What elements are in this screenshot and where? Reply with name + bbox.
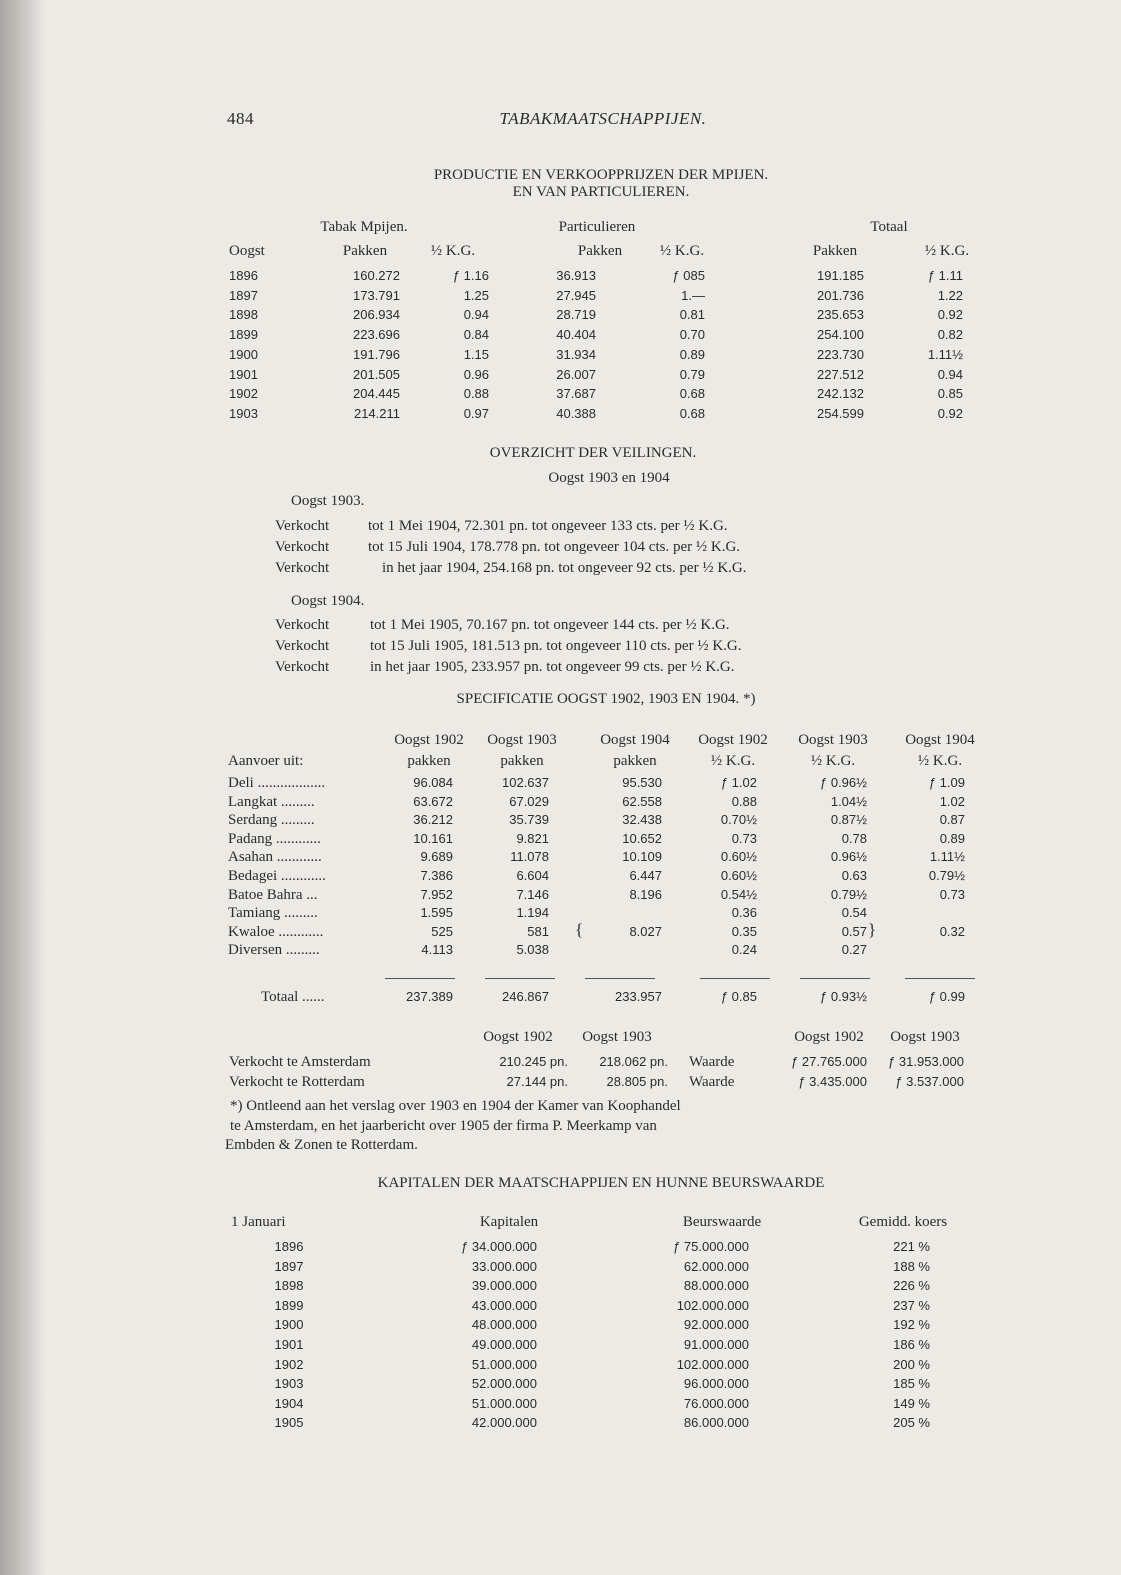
spec-cell: 35.739 <box>509 812 549 828</box>
sales-cell: 28.805 pn. <box>606 1074 668 1089</box>
table1-header: Oogst <box>229 243 265 259</box>
spec-cell: ƒ 1.09 <box>928 775 965 790</box>
spec-cell: 96.084 <box>413 775 453 790</box>
kapitalen-cell: 192 % <box>893 1317 930 1333</box>
spec-cell: 10.161 <box>413 830 453 846</box>
table1-cell: 0.68 <box>679 386 705 402</box>
table1-cell: 191.796 <box>353 346 400 362</box>
sales-label: Verkocht te Amsterdam <box>229 1054 371 1070</box>
sales-label: Verkocht te Rotterdam <box>229 1074 365 1090</box>
table1-cell: ƒ 1.11 <box>927 268 963 283</box>
spec-cell: 0.63 <box>841 868 867 883</box>
spec-cell: 0.88 <box>731 793 757 809</box>
kapitalen-cell: 49.000.000 <box>471 1337 537 1352</box>
kapitalen-cell: 92.000.000 <box>683 1317 749 1333</box>
table1-cell: 27.945 <box>556 287 596 303</box>
spec-cell: 7.952 <box>420 886 453 902</box>
kapitalen-cell: 39.000.000 <box>471 1278 537 1294</box>
footnote: *) Ontleend aan het verslag over 1903 en 1904 der Kamer van Koophandel <box>230 1098 681 1114</box>
brace: { <box>575 920 584 939</box>
table1-cell: 223.730 <box>817 346 864 362</box>
spec-total-cell: 246.867 <box>502 989 549 1004</box>
kapitalen-cell: 102.000.000 <box>676 1356 749 1372</box>
kapitalen-cell: 86.000.000 <box>683 1415 749 1431</box>
spec-cell: 0.32 <box>939 923 965 939</box>
veiling-verb: Verkocht <box>275 539 330 555</box>
spec-header: Oogst 1902 <box>394 732 464 748</box>
total-rule <box>700 978 770 979</box>
total-rule <box>385 978 455 979</box>
table1-cell: 0.68 <box>679 405 705 421</box>
table1-header: ½ K.G. <box>659 243 705 259</box>
sales-header: Oogst 1902 <box>483 1029 553 1045</box>
spec-row-label: Tamiang ......... <box>228 905 318 922</box>
spec-cell: 102.637 <box>502 775 549 790</box>
total-rule <box>905 978 975 979</box>
sales-cell: ƒ 3.435.000 <box>798 1074 867 1089</box>
table1-cell: 40.388 <box>556 405 596 421</box>
spec-row-label: Diversen ......... <box>228 942 320 959</box>
kapitalen-year: 1899 <box>274 1297 304 1313</box>
table1-cell: 1.25 <box>463 287 489 303</box>
veiling-line: tot 1 Mei 1904, 72.301 pn. tot ongeveer 133 cts. per ½ K.G. <box>368 518 728 534</box>
spec-cell: 1.04½ <box>830 793 867 809</box>
spec-row-label: Langkat ......... <box>228 793 315 810</box>
footnote: Embden & Zonen te Rotterdam. <box>225 1137 418 1153</box>
kapitalen-cell: 42.000.000 <box>471 1415 537 1431</box>
table1-header: Pakken <box>812 243 858 259</box>
table1-header: Tabak Mpijen. <box>320 219 408 235</box>
spec-row-label: Padang ............ <box>228 830 321 847</box>
kapitalen-cell: 149 % <box>893 1395 930 1411</box>
table1-cell: 1903 <box>229 405 258 421</box>
kapitalen-year: 1902 <box>274 1356 304 1372</box>
table1-header: Pakken <box>342 243 388 259</box>
spec-cell: 0.27 <box>841 942 867 958</box>
table1-cell: 0.89 <box>679 346 705 362</box>
table1-cell: 1898 <box>229 307 258 323</box>
spec-header: ½ K.G. <box>710 753 756 769</box>
table1-cell: 1.11½ <box>927 346 963 362</box>
kapitalen-cell: 186 % <box>893 1337 930 1352</box>
table1-cell: 1897 <box>229 287 258 303</box>
spec-header: Aanvoer uit: <box>228 753 304 769</box>
spec-cell: 0.24 <box>731 942 757 958</box>
table1-cell: 0.70 <box>679 327 705 343</box>
spec-total-cell: ƒ 0.85 <box>720 989 757 1004</box>
veiling-verb: Verkocht <box>275 638 330 654</box>
table1-cell: 1.15 <box>463 346 489 362</box>
spec-cell: 0.89 <box>939 830 965 846</box>
spec-header: Oogst 1902 <box>698 732 768 748</box>
table1-cell: ƒ 1.16 <box>452 268 489 283</box>
table1-cell: 254.100 <box>817 327 864 343</box>
spec-cell: 1.11½ <box>929 849 965 865</box>
veiling-line: in het jaar 1905, 233.957 pn. tot ongeveer 99 cts. per ½ K.G. <box>370 659 735 675</box>
table1-cell: 0.88 <box>463 386 489 402</box>
table1-header: Pakken <box>577 243 623 259</box>
kapitalen-cell: 91.000.000 <box>683 1337 749 1352</box>
spec-row-label: Serdang ......... <box>228 812 315 829</box>
spec-cell: 581 <box>527 923 549 939</box>
spec-cell: 10.109 <box>622 849 662 865</box>
spec-cell: 62.558 <box>622 793 662 809</box>
spec-cell: 32.438 <box>622 812 662 828</box>
table1-cell: 0.81 <box>679 307 705 323</box>
spec-header: ½ K.G. <box>917 753 963 769</box>
spec-cell: 0.60½ <box>720 868 757 883</box>
veiling-verb: Verkocht <box>275 560 330 576</box>
table1-header: Particulieren <box>558 219 636 235</box>
kapitalen-cell: 185 % <box>893 1376 930 1392</box>
veiling-line: tot 1 Mei 1905, 70.167 pn. tot ongeveer 144 cts. per ½ K.G. <box>370 617 730 633</box>
veilingen-subtitle: Oogst 1903 en 1904 <box>548 470 670 486</box>
spec-cell: 0.78 <box>841 830 867 846</box>
spec-cell: 6.447 <box>629 868 662 883</box>
table1-cell: 227.512 <box>817 366 864 382</box>
spec-cell: ƒ 0.96½ <box>820 775 867 790</box>
table1-header: ½ K.G. <box>924 243 970 259</box>
spec-cell: 7.146 <box>516 886 549 902</box>
table1-cell: 0.94 <box>937 366 963 382</box>
total-rule <box>800 978 870 979</box>
table1-cell: 1902 <box>229 386 258 402</box>
kapitalen-cell: 205 % <box>893 1415 930 1431</box>
spec-cell: 9.821 <box>516 830 549 846</box>
spec-cell: 0.79½ <box>928 868 965 883</box>
spec-header: Oogst 1903 <box>487 732 557 748</box>
spec-cell: 8.027 <box>629 923 662 939</box>
table1-cell: 36.913 <box>556 268 596 283</box>
table1-cell: 1900 <box>229 346 258 362</box>
spec-cell: ƒ 1.02 <box>720 775 757 790</box>
spec-row-label: Bedagei ............ <box>228 868 326 884</box>
kapitalen-cell: 188 % <box>893 1258 930 1274</box>
spec-cell: 36.212 <box>413 812 453 828</box>
table1-cell: 235.653 <box>817 307 864 323</box>
total-rule <box>585 978 655 979</box>
veiling-line: tot 15 Juli 1904, 178.778 pn. tot ongeveer 104 cts. per ½ K.G. <box>368 539 741 555</box>
table1-cell: ƒ 085 <box>672 268 705 283</box>
spec-cell: 0.60½ <box>720 849 757 865</box>
spec-cell: 1.595 <box>420 905 453 921</box>
spec-header: Oogst 1904 <box>905 732 975 748</box>
spec-header: pakken <box>407 753 451 769</box>
kapitalen-cell: 33.000.000 <box>471 1258 537 1274</box>
table1-cell: 1899 <box>229 327 258 343</box>
spec-total-cell: ƒ 0.93½ <box>820 989 867 1004</box>
table1-cell: 0.79 <box>679 366 705 382</box>
table1-cell: 1.— <box>681 287 705 303</box>
veiling-verb: Verkocht <box>275 617 330 633</box>
spec-cell: 0.96½ <box>830 849 867 865</box>
spec-cell: 11.078 <box>510 849 549 865</box>
spec-cell: 0.70½ <box>720 812 757 828</box>
spec-cell: 5.038 <box>516 942 549 958</box>
spec-total-label: Totaal ...... <box>261 989 325 1005</box>
spec-cell: 0.87 <box>939 812 965 828</box>
kapitalen-year: 1905 <box>274 1415 304 1431</box>
sales-cell: Waarde <box>689 1074 735 1090</box>
kapitalen-year: 1904 <box>274 1395 304 1411</box>
table1-cell: 242.132 <box>817 386 864 402</box>
specificatie-title: SPECIFICATIE OOGST 1902, 1903 EN 1904. *) <box>456 691 756 707</box>
kapitalen-cell: 52.000.000 <box>471 1376 537 1392</box>
veiling-verb: Verkocht <box>275 659 330 675</box>
spec-cell: 6.604 <box>516 868 549 883</box>
group-label: Oogst 1903. <box>291 493 365 509</box>
spec-cell: 0.35 <box>731 923 757 939</box>
sales-cell: ƒ 31.953.000 <box>888 1054 964 1069</box>
spec-row-label: Deli .................. <box>228 775 326 791</box>
table1-cell: 0.96 <box>463 366 489 382</box>
spec-header: ½ K.G. <box>810 753 856 769</box>
table1-cell: 0.84 <box>463 327 489 343</box>
table1-header: Totaal <box>870 219 908 235</box>
table1-cell: 0.85 <box>937 386 963 402</box>
sales-cell: ƒ 27.765.000 <box>791 1054 867 1069</box>
table1-cell: 1.22 <box>937 287 963 303</box>
kapitalen-year: 1898 <box>274 1278 304 1294</box>
sales-cell: 27.144 pn. <box>506 1074 568 1089</box>
kapitalen-cell: 96.000.000 <box>683 1376 749 1392</box>
kapitalen-header: Beurswaarde <box>682 1214 762 1230</box>
spec-cell: 67.029 <box>509 793 549 809</box>
page-number: 484 <box>227 109 254 128</box>
footnote: te Amsterdam, en het jaarbericht over 1905 der firma P. Meerkamp van <box>230 1118 657 1134</box>
kapitalen-year: 1901 <box>274 1337 304 1352</box>
spec-header: Oogst 1904 <box>600 732 670 748</box>
table1-cell: 40.404 <box>556 327 596 343</box>
table1-cell: 173.791 <box>353 287 400 303</box>
sales-cell: Waarde <box>689 1054 735 1070</box>
spec-cell: 525 <box>431 923 453 939</box>
spec-cell: 0.36 <box>731 905 757 921</box>
table1-cell: 28.719 <box>556 307 596 323</box>
spec-cell: 1.02 <box>939 793 965 809</box>
sales-header: Oogst 1903 <box>890 1029 960 1045</box>
spec-cell: 10.652 <box>622 830 662 846</box>
sales-header: Oogst 1902 <box>794 1029 864 1045</box>
spec-cell: 0.87½ <box>830 812 867 828</box>
table1-cell: 0.92 <box>937 307 963 323</box>
kapitalen-year: 1900 <box>274 1317 304 1333</box>
kapitalen-year: 1897 <box>274 1258 304 1274</box>
table1-cell: 223.696 <box>353 327 400 343</box>
spec-cell: 4.113 <box>421 942 453 958</box>
table1-cell: 1896 <box>229 268 258 283</box>
spec-cell: 0.79½ <box>830 886 867 902</box>
spec-total-cell: 237.389 <box>406 989 453 1004</box>
spec-cell: 9.689 <box>420 849 453 865</box>
spec-total-cell: ƒ 0.99 <box>928 989 965 1004</box>
kapitalen-header: 1 Januari <box>231 1214 286 1230</box>
spec-cell: 0.73 <box>939 886 965 902</box>
sales-cell: 218.062 pn. <box>599 1054 668 1069</box>
brace: } <box>868 920 877 939</box>
group-label: Oogst 1904. <box>291 593 365 609</box>
spec-row-label: Asahan ............ <box>228 849 322 866</box>
table1-cell: 191.185 <box>817 268 864 283</box>
kapitalen-cell: 43.000.000 <box>471 1297 537 1313</box>
table1-cell: 214.211 <box>353 405 400 421</box>
kapitalen-cell: 76.000.000 <box>683 1395 749 1411</box>
table1-cell: 31.934 <box>556 346 596 362</box>
spec-cell: 63.672 <box>413 793 453 809</box>
veiling-line: in het jaar 1904, 254.168 pn. tot ongeveer 92 cts. per ½ K.G. <box>382 560 747 576</box>
kapitalen-year: 1903 <box>274 1376 304 1392</box>
table1-cell: 0.92 <box>937 405 963 421</box>
table1-cell: 0.94 <box>463 307 489 323</box>
spec-cell: 7.386 <box>420 868 453 883</box>
kapitalen-header: Gemidd. koers <box>858 1214 948 1230</box>
spec-row-label: Kwaloe ............ <box>228 923 324 940</box>
table1-title: PRODUCTIE EN VERKOOPPRIJZEN DER MPIJEN. <box>433 167 769 183</box>
kapitalen-year: 1896 <box>274 1239 304 1254</box>
kapitalen-cell: ƒ 34.000.000 <box>461 1239 537 1254</box>
kapitalen-cell: 226 % <box>893 1278 930 1294</box>
kapitalen-header: Kapitalen <box>479 1214 539 1230</box>
kapitalen-cell: 102.000.000 <box>676 1297 749 1313</box>
table1-title: EN VAN PARTICULIEREN. <box>512 184 690 200</box>
table1-header: ½ K.G. <box>430 243 476 259</box>
spec-cell: 1.194 <box>516 905 549 921</box>
kapitalen-cell: ƒ 75.000.000 <box>673 1239 749 1254</box>
table1-cell: 201.505 <box>353 366 400 382</box>
table1-cell: 26.007 <box>556 366 596 382</box>
table1-cell: 160.272 <box>353 268 400 283</box>
running-title: TABAKMAATSCHAPPIJEN. <box>499 109 707 128</box>
spec-header: pakken <box>500 753 544 769</box>
kapitalen-cell: 221 % <box>893 1239 930 1254</box>
table1-cell: 0.82 <box>937 327 963 343</box>
spec-row-label: Batoe Bahra ... <box>228 886 318 903</box>
kapitalen-cell: 51.000.000 <box>471 1395 537 1411</box>
kapitalen-cell: 62.000.000 <box>683 1258 749 1274</box>
kapitalen-cell: 48.000.000 <box>471 1317 537 1333</box>
kapitalen-cell: 237 % <box>893 1297 930 1313</box>
spec-cell: 8.196 <box>629 886 662 902</box>
kapitalen-cell: 88.000.000 <box>683 1278 749 1294</box>
kapitalen-title: KAPITALEN DER MAATSCHAPPIJEN EN HUNNE BEURSWAARDE <box>377 1175 825 1191</box>
sales-cell: 210.245 pn. <box>499 1054 568 1069</box>
table1-cell: 206.934 <box>353 307 400 323</box>
veiling-line: tot 15 Juli 1905, 181.513 pn. tot ongeveer 110 cts. per ½ K.G. <box>370 638 742 654</box>
total-rule <box>485 978 555 979</box>
sales-header: Oogst 1903 <box>582 1029 652 1045</box>
spec-header: Oogst 1903 <box>798 732 868 748</box>
table1-cell: 204.445 <box>353 386 400 402</box>
spec-cell: 0.57 <box>841 923 867 939</box>
kapitalen-cell: 51.000.000 <box>471 1356 537 1372</box>
spec-cell: 0.54½ <box>720 886 757 902</box>
table1-cell: 0.97 <box>463 405 489 421</box>
table1-cell: 1901 <box>229 366 258 382</box>
spec-cell: 0.54 <box>841 905 867 921</box>
table1-cell: 254.599 <box>817 405 864 421</box>
veiling-verb: Verkocht <box>275 518 330 534</box>
kapitalen-cell: 200 % <box>893 1356 930 1372</box>
spec-cell: 0.73 <box>731 830 757 846</box>
veilingen-title: OVERZICHT DER VEILINGEN. <box>489 445 697 461</box>
spec-cell: 95.530 <box>622 775 662 790</box>
sales-cell: ƒ 3.537.000 <box>895 1074 964 1089</box>
spec-total-cell: 233.957 <box>615 989 662 1004</box>
table1-cell: 37.687 <box>556 386 596 402</box>
table1-cell: 201.736 <box>817 287 864 303</box>
spec-header: pakken <box>613 753 657 769</box>
